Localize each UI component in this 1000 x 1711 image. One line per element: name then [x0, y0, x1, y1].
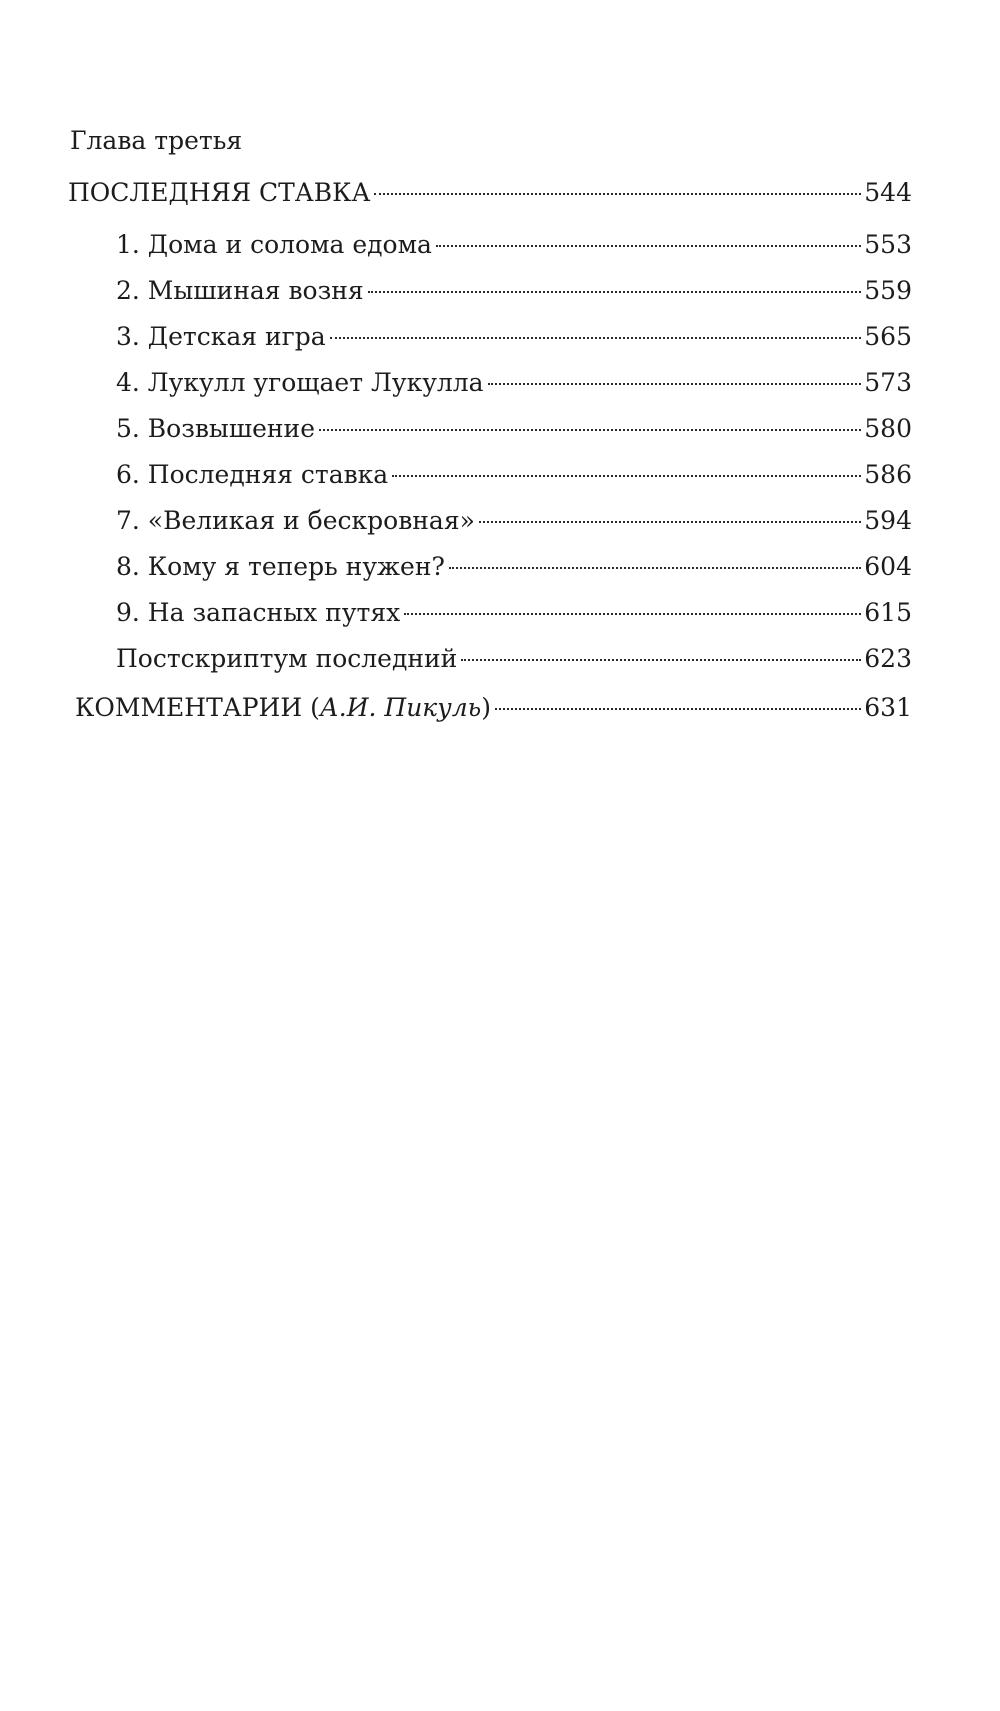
- dot-leader: [404, 613, 861, 615]
- dot-leader: [374, 193, 861, 195]
- toc-entry-section: [116, 460, 912, 490]
- toc-entry-title: Постскриптум последний: [116, 644, 458, 673]
- toc-entry-section: [116, 414, 912, 444]
- toc-entry-chapter: [68, 178, 912, 208]
- toc-entry-section: [116, 506, 912, 536]
- dot-leader: [479, 521, 861, 523]
- dot-leader: [330, 337, 862, 339]
- toc-entry-page: 565: [864, 322, 912, 351]
- toc-entry-title: 7. «Великая и бескровная»: [116, 506, 475, 535]
- toc-entry-page: 573: [864, 368, 912, 397]
- toc-entry-section: [116, 598, 912, 628]
- toc-entry-page: 623: [864, 644, 912, 673]
- toc-entry-section: [116, 276, 912, 306]
- toc-entry-section: [116, 552, 912, 582]
- comments-title-prefix: КОММЕНТАРИИ (: [75, 693, 320, 722]
- toc-entry-comments: [75, 693, 912, 723]
- toc-entry-title: 3. Детская игра: [116, 322, 326, 351]
- dot-leader: [495, 708, 861, 710]
- toc-entry-page: 604: [864, 552, 912, 581]
- toc-entry-postscript: [116, 644, 912, 674]
- dot-leader: [392, 475, 861, 477]
- dot-leader: [488, 383, 862, 385]
- toc-entry-page: 615: [864, 598, 912, 627]
- toc-entry-page: 631: [864, 693, 912, 722]
- toc-entry-page: 586: [864, 460, 912, 489]
- toc-entry-page: 544: [864, 178, 912, 207]
- toc-entry-section: [116, 368, 912, 398]
- dot-leader: [449, 567, 861, 569]
- toc-entry-title: 6. Последняя ставка: [116, 460, 389, 489]
- toc-entry-title: 4. Лукулл угощает Лукулла: [116, 368, 484, 397]
- toc-entry-title: ПОСЛЕДНЯЯ СТАВКА: [68, 178, 371, 207]
- toc-entry-section: [116, 230, 912, 260]
- comments-author: А.И. Пикуль: [319, 693, 482, 722]
- chapter-label: Глава третья: [70, 126, 243, 155]
- toc-entry-title: [75, 693, 491, 723]
- toc-entry-title: 5. Возвышение: [116, 414, 315, 443]
- dot-leader: [319, 429, 861, 431]
- dot-leader: [368, 291, 862, 293]
- toc-entry-page: 580: [864, 414, 912, 443]
- toc-entry-title: 9. На запасных путях: [116, 598, 401, 627]
- toc-entry-title: 8. Кому я теперь нужен?: [116, 552, 445, 581]
- dot-leader: [461, 659, 861, 661]
- dot-leader: [436, 245, 861, 247]
- toc-entry-title: 2. Мышиная возня: [116, 276, 364, 305]
- toc-entry-section: [116, 322, 912, 352]
- toc-entry-title: 1. Дома и солома едома: [116, 230, 432, 259]
- comments-title-suffix: ): [481, 693, 492, 722]
- toc-entry-page: 553: [864, 230, 912, 259]
- toc-entry-page: 594: [864, 506, 912, 535]
- toc-entry-page: 559: [864, 276, 912, 305]
